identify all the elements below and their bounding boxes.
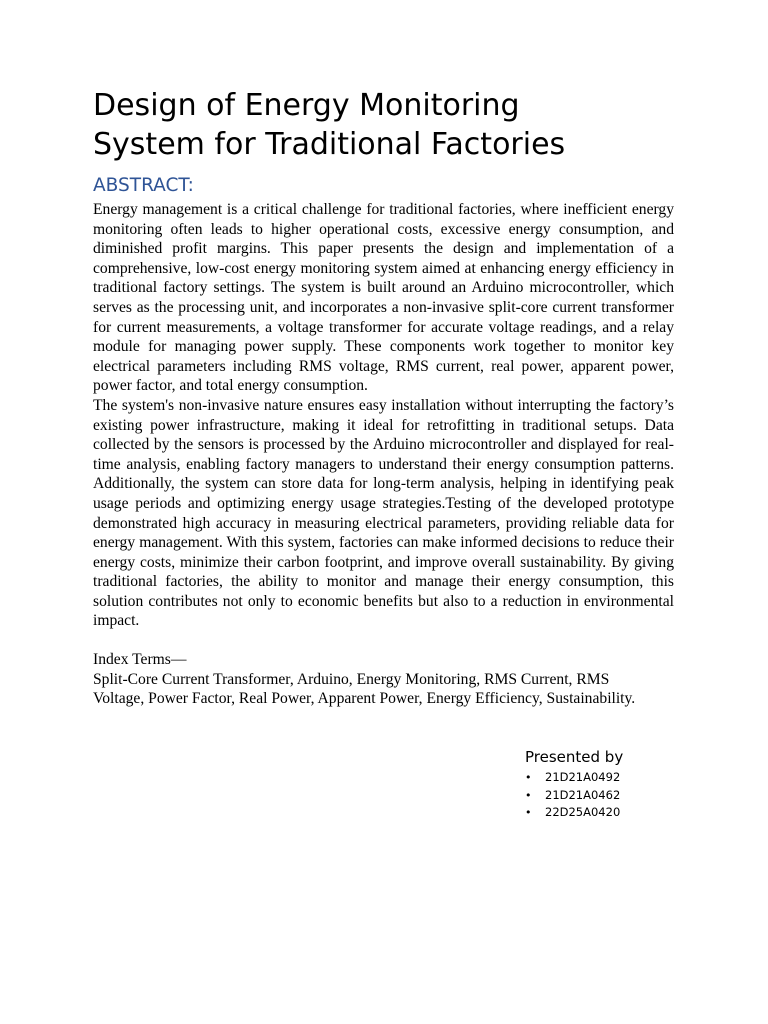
document-title <box>93 86 693 164</box>
presented-by-label: Presented by <box>525 748 624 766</box>
title-line-2: System for Traditional Factories <box>93 127 566 162</box>
presenter-id: 21D21A0492 <box>545 770 621 784</box>
bullet-icon: • <box>525 771 532 784</box>
presenter-id: 21D21A0462 <box>545 787 621 802</box>
presenter-item <box>525 804 725 822</box>
title-line-1: Design of Energy Monitoring <box>93 88 520 123</box>
presenter-list <box>525 769 725 822</box>
presenter-id: 22D25A0420 <box>545 805 621 820</box>
presenter-item <box>525 787 725 805</box>
abstract-paragraph-1: Energy management is a critical challenge for traditional factories, where inefficient energy monitoring often leads to higher operational costs, excessive energy consumption, and diminished profit margins. This paper presents the design and implementation of a comprehensive, low-cost energy monitoring system aimed at enhancing energy efficiency in traditional factory settings. The system is built around an Arduino microcontroller, which serves as the processing unit, and incorporates a non-invasive split-core current transformer for current measurements, a voltage transformer for accurate voltage readings, and a relay module for managing power supply. These components work together to monitor key electrical parameters including RMS voltage, RMS current, real power, apparent power, power factor, and total energy consumption. <box>93 201 674 395</box>
presenter-item <box>525 769 725 787</box>
abstract-body <box>93 200 674 631</box>
index-terms-line-1: Split-Core Current Transformer, Arduino, Energy Monitoring, RMS Current, RMS <box>93 670 610 688</box>
index-terms-line-2: Voltage, Power Factor, Real Power, Apparent Power, Energy Efficiency, Sustainability. <box>93 690 636 708</box>
index-terms-label: Index Terms— <box>93 651 187 668</box>
bullet-icon: • <box>525 806 532 820</box>
bullet-icon: • <box>525 788 532 802</box>
index-terms <box>93 650 683 709</box>
abstract-paragraph-2: The system's non-invasive nature ensures easy installation without interrupting the factory’s existing power infrastructure, making it ideal for retrofitting in traditional setups. Data collected by the sensors is processed by the Arduino microcontroller and displayed for real-time analysis, enabling factory managers to understand their energy consumption patterns. Additionally, the system can store data for long-term analysis, helping in identifying peak usage periods and optimizing energy usage strategies.Testing of the developed prototype demonstrated high accuracy in measuring electrical parameters, providing reliable data for energy management. With this system, factories can make informed decisions to reduce their energy costs, minimize their carbon footprint, and improve overall sustainability. By giving traditional factories, the ability to monitor and manage their energy consumption, this solution contributes not only to economic benefits but also to a reduction in environmental impact. <box>93 396 674 630</box>
abstract-heading: ABSTRACT: <box>93 175 194 196</box>
presented-by-section <box>525 747 725 822</box>
